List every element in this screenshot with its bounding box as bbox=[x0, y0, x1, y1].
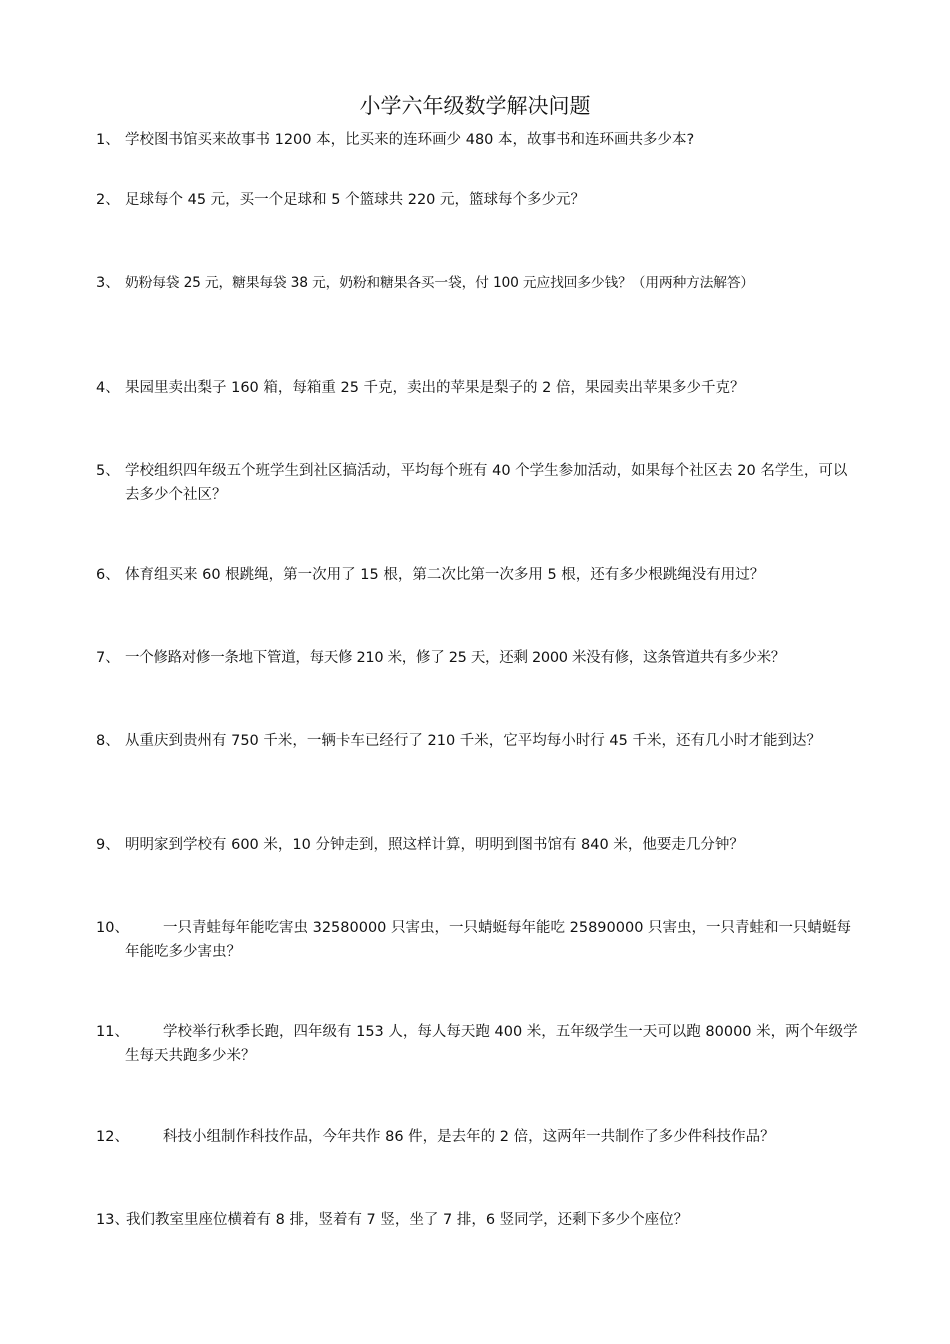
question-number: 3、 bbox=[96, 275, 120, 291]
question-text: 学校组织四年级五个班学生到社区搞活动，平均每个班有 40 个学生参加活动，如果每个社区去 20 名学生，可以去多少个社区？ bbox=[125, 463, 848, 503]
question-number: 12、 bbox=[96, 1129, 129, 1145]
question-text: 从重庆到贵州有 750 千米，一辆卡车已经行了 210 千米，它平均每小时行 45 千米，还有几小时才能到达？ bbox=[125, 733, 821, 749]
question-text: 学校举行秋季长跑，四年级有 153 人，每人每天跑 400 米，五年级学生一天可以跑 80000 米，两个年级学生每天共跑多少米？ bbox=[125, 1024, 858, 1064]
question-text: 一个修路对修一条地下管道，每天修 210 米，修了 25 天，还剩 2000 米没有修，这条管道共有多少米？ bbox=[125, 650, 785, 666]
question-text: 我们教室里座位横着有 8 排，竖着有 7 竖，坐了 7 排，6 竖同学，还剩下多少个座位？ bbox=[126, 1212, 689, 1228]
question-text: 果园里卖出梨子 160 箱，每箱重 25 千克，卖出的苹果是梨子的 2 倍，果园卖出苹果多少千克？ bbox=[125, 380, 745, 396]
question-number: 11、 bbox=[96, 1024, 129, 1040]
question-text: 足球每个 45 元，买一个足球和 5 个篮球共 220 元，篮球每个多少元？ bbox=[125, 192, 586, 208]
question-text: 一只青蛙每年能吃害虫 32580000 只害虫，一只蜻蜓每年能吃 25890000 只害虫，一只青蛙和一只蜻蜓每年能吃多少害虫？ bbox=[125, 920, 852, 960]
question-number: 4、 bbox=[96, 380, 120, 396]
question-number: 6、 bbox=[96, 567, 120, 583]
page-title: 小学六年级数学解决问题 bbox=[359, 94, 591, 118]
question-number: 9、 bbox=[96, 837, 120, 853]
question-text: 明明家到学校有 600 米，10 分钟走到，照这样计算，明明到图书馆有 840 米，他要走几分钟？ bbox=[125, 837, 744, 853]
question-text: 体育组买来 60 根跳绳，第一次用了 15 根，第二次比第一次多用 5 根，还有多少根跳绳没有用过？ bbox=[125, 567, 765, 583]
question-number: 8、 bbox=[96, 733, 120, 749]
question-number: 5、 bbox=[96, 463, 120, 479]
question-text: 科技小组制作科技作品，今年共作 86 件，是去年的 2 倍，这两年一共制作了多少件科技作品？ bbox=[163, 1129, 775, 1145]
question-text: 学校图书馆买来故事书 1200 本，比买来的连环画少 480 本，故事书和连环画共多少本? bbox=[125, 132, 695, 148]
question-number: 1、 bbox=[96, 132, 120, 148]
question-number: 13、 bbox=[96, 1212, 129, 1228]
question-number: 7、 bbox=[96, 650, 120, 666]
question-number: 2、 bbox=[96, 192, 120, 208]
question-text: 奶粉每袋 25 元，糖果每袋 38 元，奶粉和糖果各买一袋，付 100 元应找回多少钱？（用两种方法解答） bbox=[125, 275, 755, 291]
question-number: 10、 bbox=[96, 920, 129, 936]
